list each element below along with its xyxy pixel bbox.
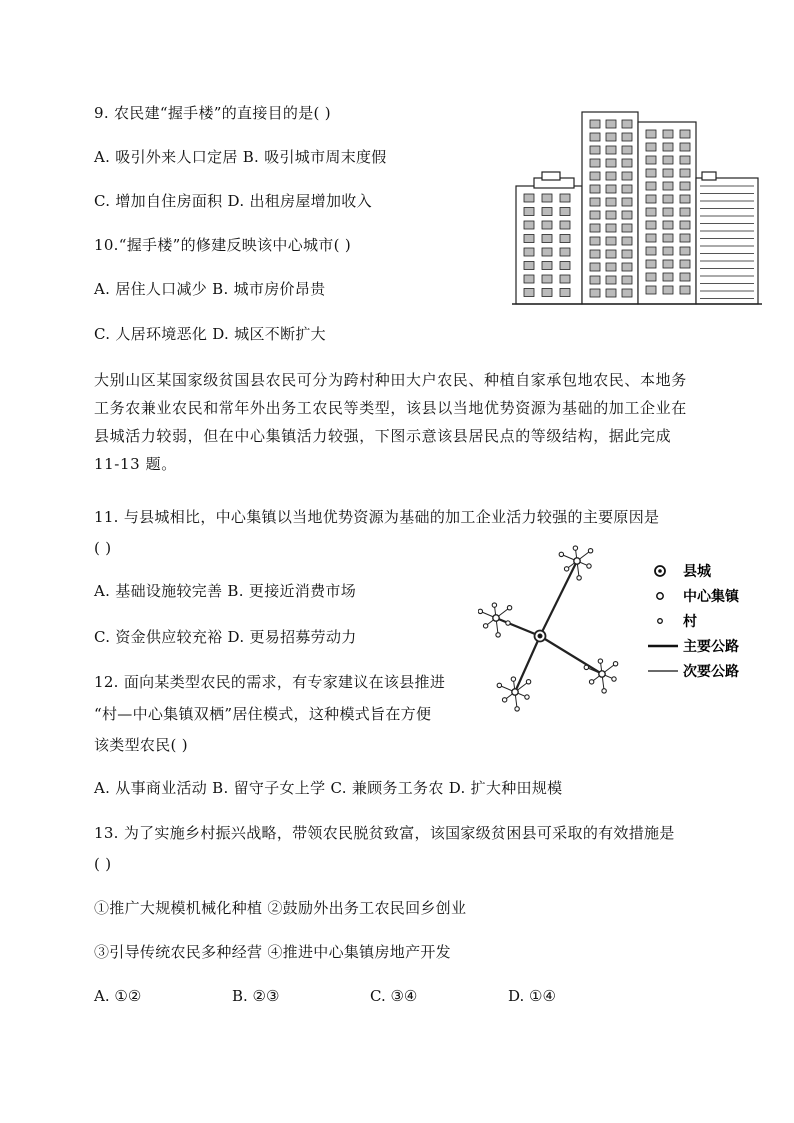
q12-stem-3: 该类型农民( ) xyxy=(94,736,188,754)
q11-options-ab: A. 基础设施较完善 B. 更接近消费市场 xyxy=(94,582,356,600)
building-window xyxy=(606,159,616,167)
building-window xyxy=(622,224,632,232)
building-window xyxy=(622,172,632,180)
building-window xyxy=(606,224,616,232)
passage-line: 大别山区某国家级贫国县农民可分为跨村种田大户农民、种植自家承包地农民、本地务 xyxy=(94,371,687,389)
building-window xyxy=(663,208,673,216)
building-window xyxy=(646,143,656,151)
building-window xyxy=(524,221,534,229)
q13-option-b: B. ②③ xyxy=(232,987,280,1005)
building-window xyxy=(680,260,690,268)
building-window xyxy=(663,234,673,242)
village-marker xyxy=(564,567,568,571)
building-window xyxy=(680,208,690,216)
village-marker xyxy=(483,624,487,628)
building-window xyxy=(542,262,552,270)
village-marker xyxy=(507,606,511,610)
building-window xyxy=(524,194,534,202)
building-window xyxy=(560,248,570,256)
town-marker xyxy=(574,558,580,564)
building-window xyxy=(680,234,690,242)
building-window xyxy=(606,198,616,206)
building-window xyxy=(646,247,656,255)
village-marker xyxy=(525,695,529,699)
building-window xyxy=(606,250,616,258)
village-marker xyxy=(577,576,581,580)
building-window xyxy=(663,286,673,294)
legend-county-label: 县城 xyxy=(683,564,711,580)
building-window xyxy=(680,221,690,229)
building-window xyxy=(622,198,632,206)
town-marker xyxy=(599,671,605,677)
building-window xyxy=(606,146,616,154)
village-marker xyxy=(492,603,496,607)
building-window xyxy=(680,273,690,281)
settlement-hierarchy-diagram xyxy=(478,534,778,720)
village-marker xyxy=(511,677,515,681)
village-marker xyxy=(598,659,602,663)
building-window xyxy=(590,224,600,232)
building-window xyxy=(663,195,673,203)
village-marker xyxy=(502,698,506,702)
q10-options-ab: A. 居住人口减少 B. 城市房价昂贵 xyxy=(94,280,326,298)
building-window xyxy=(524,248,534,256)
village-marker xyxy=(478,609,482,613)
village-marker xyxy=(497,683,501,687)
village-marker xyxy=(506,621,510,625)
q9-options-cd: C. 增加自住房面积 D. 出租房屋增加收入 xyxy=(94,192,372,210)
q13-option-c: C. ③④ xyxy=(370,987,418,1005)
building-window xyxy=(680,182,690,190)
building-window xyxy=(590,146,600,154)
q12-stem-1: 12. 面向某类型农民的需求，有专家建议在该县推进 xyxy=(94,673,446,691)
building-window xyxy=(524,289,534,297)
building-window xyxy=(560,235,570,243)
building-window xyxy=(663,273,673,281)
building-window xyxy=(606,133,616,141)
building-window xyxy=(524,275,534,283)
building-window xyxy=(646,208,656,216)
q11-options-cd: C. 资金供应较充裕 D. 更易招募劳动力 xyxy=(94,628,357,646)
building-window xyxy=(590,250,600,258)
q12-options: A. 从事商业活动 B. 留守子女上学 C. 兼顾务工务农 D. 扩大种田规模 xyxy=(94,779,563,797)
q9-stem: 9. 农民建“握手楼”的直接目的是( ) xyxy=(94,104,331,122)
building-window xyxy=(590,120,600,128)
q11-stem: 11. 与县城相比，中心集镇以当地优势资源为基础的加工企业活力较强的主要原因是 xyxy=(94,508,660,526)
building-window xyxy=(524,262,534,270)
building-window xyxy=(590,133,600,141)
village-marker xyxy=(496,633,500,637)
building-window xyxy=(622,133,632,141)
building-window xyxy=(663,182,673,190)
handshake-buildings-illustration xyxy=(512,108,762,306)
village-marker xyxy=(602,689,606,693)
village-marker xyxy=(588,549,592,553)
building-window xyxy=(680,247,690,255)
q13-stem: 13. 为了实施乡村振兴战略，带领农民脱贫致富，该国家级贫困县可采取的有效措施是 xyxy=(94,824,675,842)
building-window xyxy=(542,235,552,243)
q13-answer-paren: ( ) xyxy=(94,855,112,873)
passage-line: 县城活力较弱，但在中心集镇活力较强，下图示意该县居民点的等级结构，据此完成 xyxy=(94,427,672,445)
building-window xyxy=(680,169,690,177)
legend-minor-road-label: 次要公路 xyxy=(683,664,739,680)
building-window xyxy=(680,195,690,203)
building-window xyxy=(622,263,632,271)
building-window xyxy=(646,182,656,190)
building-window xyxy=(590,198,600,206)
building-window xyxy=(560,275,570,283)
village-marker xyxy=(612,677,616,681)
building-window xyxy=(646,130,656,138)
building-window xyxy=(542,289,552,297)
village-marker xyxy=(584,665,588,669)
major-road xyxy=(540,561,577,636)
legend-major-road-label: 主要公路 xyxy=(683,639,739,655)
legend-town-label: 中心集镇 xyxy=(683,589,739,605)
passage xyxy=(94,366,706,478)
village-marker xyxy=(573,546,577,550)
q13-option-d: D. ①④ xyxy=(508,987,556,1005)
building-window xyxy=(622,276,632,284)
building-window xyxy=(606,289,616,297)
q13-items-3-4: ③引导传统农民多种经营 ④推进中心集镇房地产开发 xyxy=(94,943,451,961)
building-window xyxy=(606,211,616,219)
building-window xyxy=(622,185,632,193)
village-marker xyxy=(587,564,591,568)
village-marker xyxy=(613,662,617,666)
building-window xyxy=(542,221,552,229)
building-window xyxy=(663,221,673,229)
building-window xyxy=(646,156,656,164)
q10-stem: 10.“握手楼”的修建反映该中心城市( ) xyxy=(94,236,351,254)
building-window xyxy=(646,273,656,281)
village-marker xyxy=(515,707,519,711)
village-marker xyxy=(589,680,593,684)
diagram-legend xyxy=(648,563,740,680)
building-window xyxy=(590,289,600,297)
building-window xyxy=(622,237,632,245)
building-window xyxy=(590,276,600,284)
q9-options-ab: A. 吸引外来人口定居 B. 吸引城市周末度假 xyxy=(94,148,387,166)
building-window xyxy=(646,221,656,229)
building-window xyxy=(590,211,600,219)
building-window xyxy=(622,250,632,258)
building-window xyxy=(560,208,570,216)
building-window xyxy=(646,286,656,294)
building-window xyxy=(542,248,552,256)
building-window xyxy=(646,195,656,203)
building-window xyxy=(622,146,632,154)
q13-items-1-2: ①推广大规模机械化种植 ②鼓励外出务工农民回乡创业 xyxy=(94,899,467,917)
building-window xyxy=(622,211,632,219)
building-window xyxy=(560,221,570,229)
village-marker xyxy=(559,552,563,556)
building-window xyxy=(606,263,616,271)
q13-option-a: A. ①② xyxy=(94,987,142,1005)
building-window xyxy=(646,169,656,177)
building-window xyxy=(606,276,616,284)
building-window xyxy=(524,208,534,216)
building-window xyxy=(622,289,632,297)
building-window xyxy=(622,159,632,167)
building-window xyxy=(542,275,552,283)
building-window xyxy=(560,262,570,270)
q12-stem-2: “村—中心集镇双栖”居住模式，这种模式旨在方便 xyxy=(94,705,432,723)
building-window xyxy=(590,159,600,167)
building-window xyxy=(606,237,616,245)
major-road xyxy=(540,636,602,674)
building-window xyxy=(590,185,600,193)
town-marker xyxy=(512,689,518,695)
town-marker xyxy=(493,615,499,621)
building-window xyxy=(663,130,673,138)
building-window xyxy=(680,286,690,294)
building-window xyxy=(663,169,673,177)
building-window xyxy=(646,234,656,242)
building-window xyxy=(590,237,600,245)
building-window xyxy=(590,263,600,271)
passage-line: 11-13 题。 xyxy=(94,455,177,473)
building-window xyxy=(560,194,570,202)
passage-line: 工务农兼业农民和常年外出务工农民等类型，该县以当地优势资源为基础的加工企业在 xyxy=(94,399,687,417)
building-window xyxy=(680,156,690,164)
building-window xyxy=(663,156,673,164)
building-window xyxy=(590,172,600,180)
building-window xyxy=(606,172,616,180)
building-window xyxy=(542,208,552,216)
building-window xyxy=(606,120,616,128)
q11-answer-paren: ( ) xyxy=(94,539,112,557)
building-window xyxy=(663,247,673,255)
legend-village-label: 村 xyxy=(683,614,697,630)
building-window xyxy=(560,289,570,297)
village-marker xyxy=(526,680,530,684)
building-window xyxy=(524,235,534,243)
q10-options-cd: C. 人居环境恶化 D. 城区不断扩大 xyxy=(94,325,326,343)
building-window xyxy=(646,260,656,268)
building-window xyxy=(542,194,552,202)
building-window xyxy=(622,120,632,128)
county-marker-center xyxy=(538,634,542,638)
building-window xyxy=(606,185,616,193)
building-window xyxy=(663,260,673,268)
building-window xyxy=(680,130,690,138)
building-window xyxy=(663,143,673,151)
building-window xyxy=(680,143,690,151)
